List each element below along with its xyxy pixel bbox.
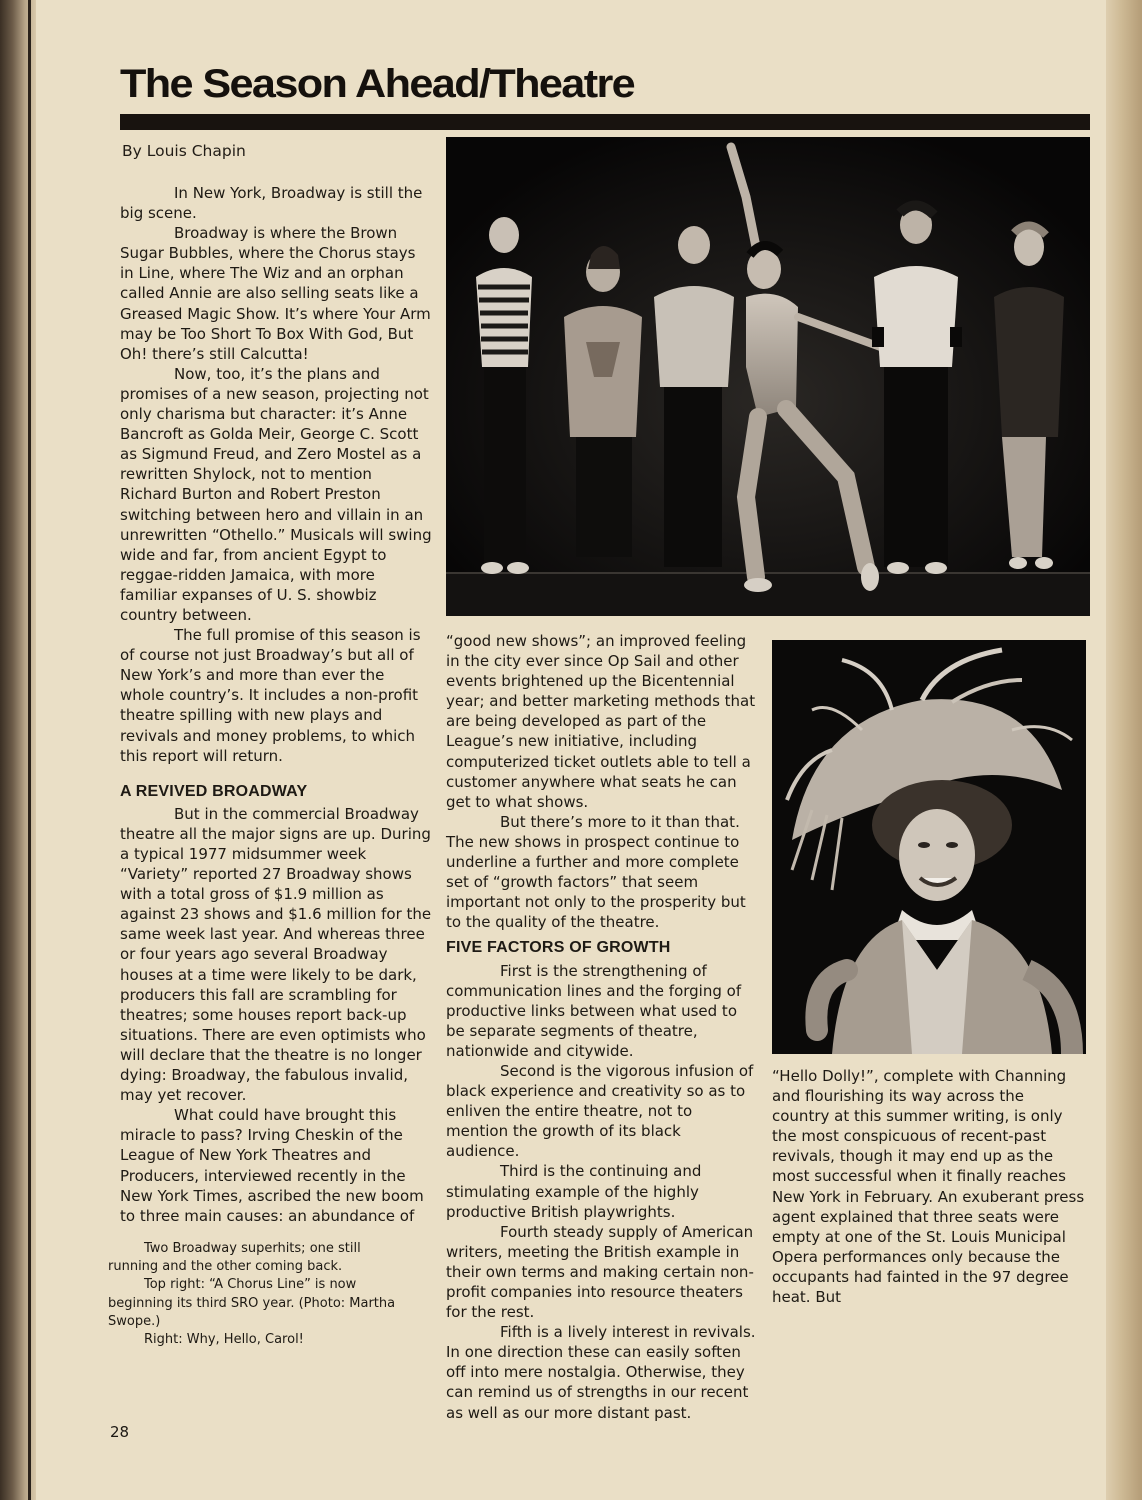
facing-page-edge [1102,0,1142,1500]
paragraph: But in the commercial Broadway theatre all the major signs are up. During a typical 1977 midsummer week “Variety” reported 27 Broadway shows with a total gross of $1.9 million as against 23 shows and $1.6 million for the same week last year. And whereas three or four years ago several Broadway houses at a time were likely to be dark, producers this fall are scrambling for theatres; some houses report back-up situations. There are even optimists who will declare that the theatre is no longer dying: Broadway, the fabulous invalid, may yet recover. [120,804,432,1105]
hello-dolly-photo [772,640,1086,1054]
section-heading: A REVIVED BROADWAY [120,782,308,800]
chorus-line-illustration [446,137,1090,616]
paragraph: What could have brought this miracle to pass? Irving Cheskin of the League of New York Theatres and Producers, interviewed recently in the New York Times, ascribed the new boom to three main causes: an abundance of [120,1106,424,1225]
paragraph: First is the strengthening of communication lines and the forging of productive links between what used to be separate segments of theatre, nationwide and citywide. [446,961,742,1060]
paragraph: Now, too, it’s the plans and promises of a new season, projecting not only charisma but character: it’s Anne Bancroft as Golda Meir, George C. Scott as Sigmund Freud, and Zero Mostel as a rewritten Shylock, not to mention Richard Burton and Robert Preston switching between hero and villain in an unrewritten “Othello.” Musicals will swing wide and far, from ancient Egypt to reggae-ridden Jamaica, with more familiar expanses of U. S. showbiz country between. [120,364,432,624]
hello-dolly-illustration [772,640,1086,1054]
chorus-line-photo [446,137,1090,616]
caption-line: Two Broadway superhits; one still running and the other coming back. [108,1241,361,1275]
paragraph: Broadway is where the Brown Sugar Bubbles, where the Chorus stays in Line, where The Wiz and an orphan called Annie are also selling seats like a Greased Magic Show. It’s where Your Arm may be Too Short To Box With God, But Oh! there’s still Calcutta! [120,224,431,363]
section-heading: FIVE FACTORS OF GROWTH [446,939,671,957]
caption-line: Top right: “A Chorus Line” is now beginning its third SRO year. (Photo: Martha Swope.) [108,1277,396,1329]
binding-rule [28,0,31,1500]
paragraph: Fourth steady supply of American writers, meeting the British example in their own terms and making certain non-profit companies into resource theaters for the rest. [446,1222,754,1322]
paragraph: “Hello Dolly!”, complete with Channing and flourishing its way across the country at this summer writing, is only the most conspicuous of recent-past revivals, though it may end up as the most successful when it finally reaches New York in February. An exuberant press agent explained that three seats were empty at one of the St. Louis Municipal Opera performances only because the occupants had fainted in the 97 degree heat. But [772,1067,1085,1307]
byline: By Louis Chapin [122,142,246,160]
paragraph: Fifth is a lively interest in revivals. In one direction these can easily soften off into mere nostalgia. Otherwise, they can remind us of strengths in our recent as well as our more distant past. [446,1323,756,1422]
paragraph: But there’s more to it than that. The new shows in prospect continue to underline a further and more complete set of “growth factors” that seem important not only to the prosperity but to the quality of the theatre. [446,812,746,932]
article-column-1 [120,183,432,1226]
article-column-2 [446,631,758,1423]
paragraph: The full promise of this season is of course not just Broadway’s but all of New York’s and more than ever the whole country’s. It includes a non-profit theatre spilling with new plays and revivals and money problems, to which this report will return. [120,626,421,765]
page-number: 28 [110,1423,130,1441]
title-rule [120,114,1090,130]
article-column-3 [772,1066,1086,1307]
paragraph: In New York, Broadway is still the big scene. [120,184,423,223]
caption-line: Right: Why, Hello, Carol! [144,1332,304,1348]
page-title: The Season Ahead/Theatre [120,62,635,106]
photo-caption [108,1240,398,1349]
paragraph: Second is the vigorous infusion of black experience and creativity so as to enliven the entire theatre, not to mention the growth of its black audience. [446,1061,754,1161]
paragraph: “good new shows”; an improved feeling in the city ever since Op Sail and other events brightened up the Bicentennial year; and better marketing methods that are being developed as part of the League’s new initiative, including computerized ticket outlets able to tell a customer anywhere what seats he can get to what shows. [446,632,756,811]
paragraph: Third is the continuing and stimulating example of the highly productive British playwrights. [446,1162,702,1221]
